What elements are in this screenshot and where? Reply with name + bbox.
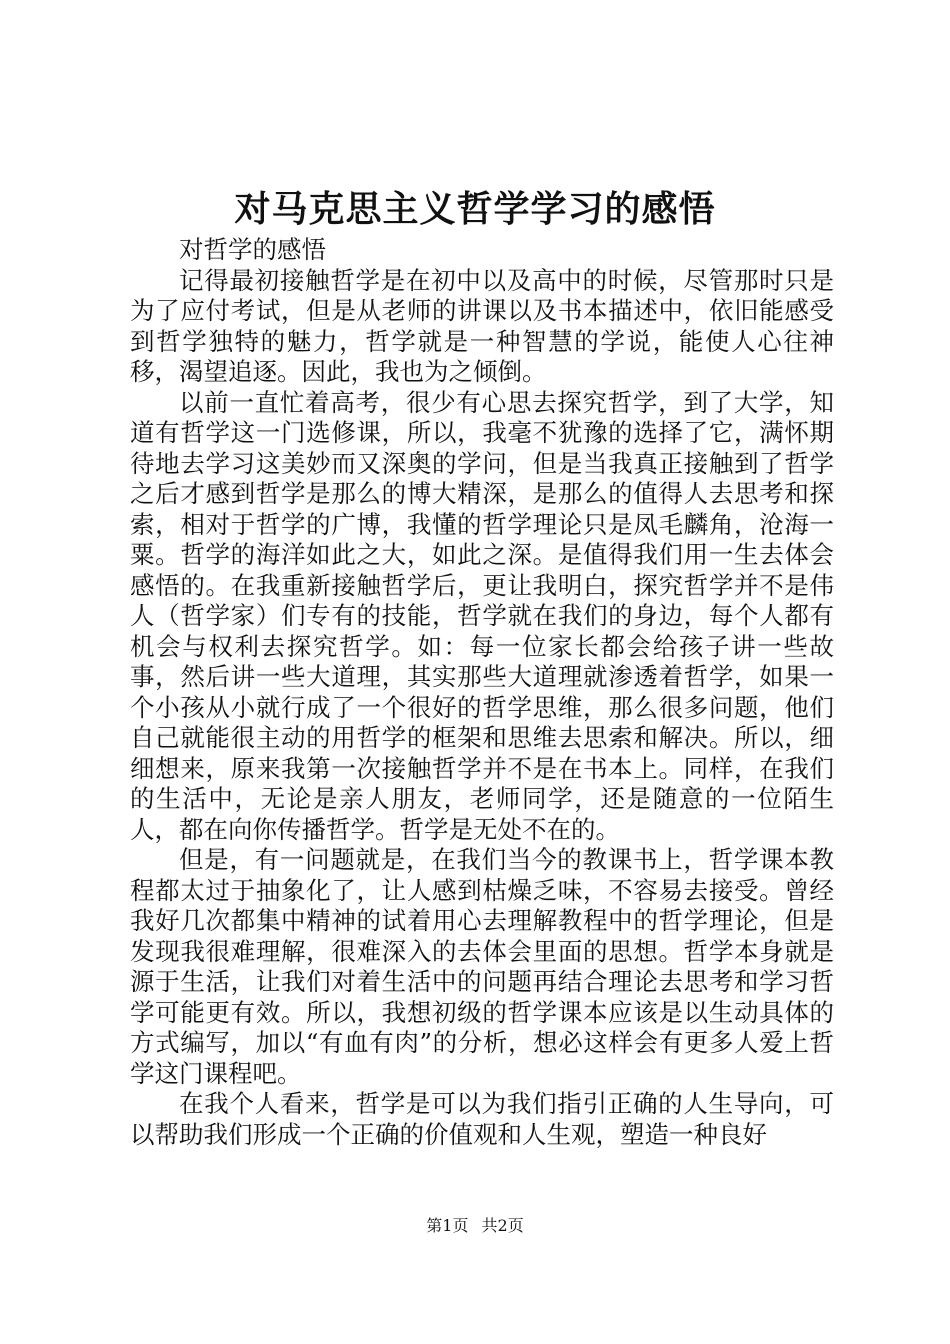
paragraph: 以前一直忙着高考，很少有心思去探究哲学，到了大学，知道有哲学这一门选修课，所以，我毫不犹豫的选择了它，满怀期待地去学习这美妙而又深奥的学问，但是当我真正接触到了哲学之后才感到哲学是那么的博大精深，是那么的值得人去思考和探索，相对于哲学的广博，我懂的哲学理论只是凤毛麟角，沧海一粟。哲学的海洋如此之大，如此之深。是值得我们用一生去体会感悟的。在我重新接触哲学后，更让我明白，探究哲学并不是伟人（哲学家）们专有的技能，哲学就在我们的身边，每个人都有机会与权利去探究哲学。如：每一位家长都会给孩子讲一些故事，然后讲一些大道理，其实那些大道理就渗透着哲学，如果一个小孩从小就行成了一个很好的哲学思维，那么很多问题，他们自己就能很主动的用哲学的框架和思维去思索和解决。所以，细细想来，原来我第一次接触哲学并不是在书本上。同样，在我们的生活中，无论是亲人朋友，老师同学，还是随意的一位陌生人，都在向你传播哲学。哲学是无处不在的。 — [130, 387, 834, 844]
page-number: 第1页 — [426, 1216, 469, 1235]
paragraph: 但是，有一问题就是，在我们当今的教课书上，哲学课本教程都太过于抽象化了，让人感到枯燥乏味，不容易去接受。曾经我好几次都集中精神的试着用心去理解教程中的哲学理论，但是发现我很难理解，很难深入的去体会里面的思想。哲学本身就是源于生活，让我们对着生活中的问题再结合理论去思考和学习哲学可能更有效。所以，我想初级的哲学课本应该是以生动具体的方式编写，加以“有血有肉”的分析，想必这样会有更多人爱上哲学这门课程吧。 — [130, 845, 834, 1088]
paragraph: 在我个人看来，哲学是可以为我们指引正确的人生导向，可以帮助我们形成一个正确的价值观和人生观，塑造一种良好 — [130, 1089, 834, 1149]
page-footer — [0, 1214, 950, 1238]
page-total: 共2页 — [481, 1216, 524, 1235]
document-body — [130, 235, 834, 1150]
paragraph: 记得最初接触哲学是在初中以及高中的时候，尽管那时只是为了应付考试，但是从老师的讲课以及书本描述中，依旧能感受到哲学独特的魅力，哲学就是一种智慧的学说，能使人心往神移，渴望追逐。因此，我也为之倾倒。 — [130, 265, 834, 386]
document-subtitle: 对哲学的感悟 — [179, 235, 326, 264]
document-title: 对马克思主义哲学学习的感悟 — [234, 188, 716, 230]
